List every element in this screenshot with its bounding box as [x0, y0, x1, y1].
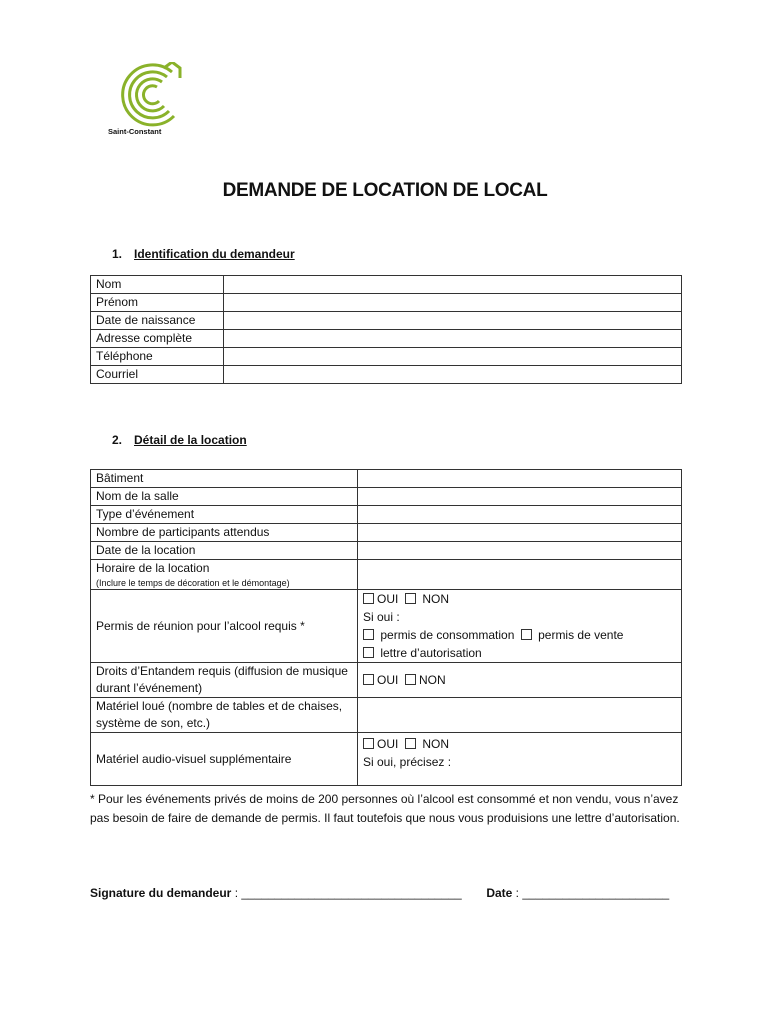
identification-table	[90, 275, 682, 384]
row-label-salle: Nom de la salle	[91, 488, 358, 506]
date-sep: :	[512, 886, 523, 900]
field-batiment[interactable]	[358, 470, 682, 488]
row-label-participants: Nombre de participants attendus	[91, 524, 358, 542]
field-horaire[interactable]	[358, 560, 682, 590]
row-label-audiovisuel: Matériel audio-visuel supplémentaire	[91, 733, 358, 786]
table-row	[91, 663, 682, 698]
horaire-label: Horaire de la location	[96, 561, 210, 575]
field-adresse[interactable]	[224, 330, 682, 348]
section-1-heading	[112, 247, 295, 261]
field-salle[interactable]	[358, 488, 682, 506]
lettre-autorisation-label: lettre d’autorisation	[380, 646, 482, 660]
row-label-type: Type d’événement	[91, 506, 358, 524]
row-label-naissance: Date de naissance	[91, 312, 224, 330]
table-row	[91, 488, 682, 506]
logo-text: Saint-Constant	[108, 127, 162, 136]
table-row	[91, 276, 682, 294]
checkbox-lettre-autorisation[interactable]	[363, 647, 374, 658]
section-2-label: Détail de la location	[134, 433, 247, 447]
date-field[interactable]: ______________________	[522, 886, 670, 900]
table-row	[91, 330, 682, 348]
table-row	[91, 470, 682, 488]
row-label-adresse: Adresse complète	[91, 330, 224, 348]
row-label-nom: Nom	[91, 276, 224, 294]
table-row	[91, 312, 682, 330]
table-row	[91, 506, 682, 524]
checkbox-permis-vente[interactable]	[521, 629, 532, 640]
page-title: DEMANDE DE LOCATION DE LOCAL	[222, 180, 548, 201]
permis-vente-label: permis de vente	[538, 628, 624, 642]
row-label-date: Date de la location	[91, 542, 358, 560]
row-label-horaire	[91, 560, 358, 590]
permis-options	[358, 590, 682, 663]
section-2-number: 2.	[112, 433, 123, 447]
row-label-materiel: Matériel loué (nombre de tables et de chaises, système de son, etc.)	[91, 698, 358, 733]
av-oui-label: OUI	[377, 737, 399, 751]
table-row	[91, 560, 682, 590]
checkbox-droits-non[interactable]	[405, 674, 416, 685]
field-participants[interactable]	[358, 524, 682, 542]
section-2-heading	[112, 433, 247, 447]
av-si-oui: Si oui, précisez :	[363, 755, 452, 769]
av-non-label: NON	[422, 737, 450, 751]
checkbox-permis-non[interactable]	[405, 593, 416, 604]
row-label-prenom: Prénom	[91, 294, 224, 312]
field-courriel[interactable]	[224, 366, 682, 384]
table-row	[91, 366, 682, 384]
table-row	[91, 733, 682, 786]
checkbox-permis-consommation[interactable]	[363, 629, 374, 640]
droits-options	[358, 663, 682, 698]
checkbox-permis-oui[interactable]	[363, 593, 374, 604]
field-nom[interactable]	[224, 276, 682, 294]
permis-non-label: NON	[422, 592, 450, 606]
permis-consommation-label: permis de consommation	[380, 628, 515, 642]
checkbox-av-non[interactable]	[405, 738, 416, 749]
signature-line	[90, 886, 669, 900]
table-row	[91, 698, 682, 733]
row-label-courriel: Courriel	[91, 366, 224, 384]
location-details-table	[90, 469, 682, 786]
field-type[interactable]	[358, 506, 682, 524]
checkbox-av-oui[interactable]	[363, 738, 374, 749]
droits-oui-label: OUI	[377, 672, 399, 687]
signature-sep: :	[231, 886, 242, 900]
field-materiel[interactable]	[358, 698, 682, 733]
table-row	[91, 590, 682, 663]
field-date[interactable]	[358, 542, 682, 560]
field-naissance[interactable]	[224, 312, 682, 330]
permis-oui-label: OUI	[377, 592, 399, 606]
checkbox-droits-oui[interactable]	[363, 674, 374, 685]
droits-non-label: NON	[419, 672, 446, 687]
table-row	[91, 542, 682, 560]
audiovisuel-options	[358, 733, 682, 786]
section-1-number: 1.	[112, 247, 123, 261]
table-row	[91, 524, 682, 542]
permis-si-oui: Si oui :	[363, 610, 400, 624]
row-label-droits: Droits d’Entandem requis (diffusion de musique durant l’événement)	[91, 663, 358, 698]
footnote: * Pour les événements privés de moins de 200 personnes où l’alcool est consommé et non vendu, vous n’avez pas besoin de faire de demande de permis. Il faut toutefois que nous vous produisions une lettre d’autorisation.	[90, 792, 680, 825]
signature-field[interactable]: _________________________________	[241, 886, 462, 900]
table-row	[91, 294, 682, 312]
row-label-permis: Permis de réunion pour l’alcool requis *	[91, 590, 358, 663]
table-row	[91, 348, 682, 366]
field-telephone[interactable]	[224, 348, 682, 366]
horaire-note: (Inclure le temps de décoration et le démontage)	[96, 578, 290, 588]
date-label: Date	[486, 886, 513, 900]
row-label-telephone: Téléphone	[91, 348, 224, 366]
row-label-batiment: Bâtiment	[91, 470, 358, 488]
signature-label: Signature du demandeur	[90, 886, 232, 900]
section-1-label: Identification du demandeur	[134, 247, 295, 261]
field-prenom[interactable]	[224, 294, 682, 312]
